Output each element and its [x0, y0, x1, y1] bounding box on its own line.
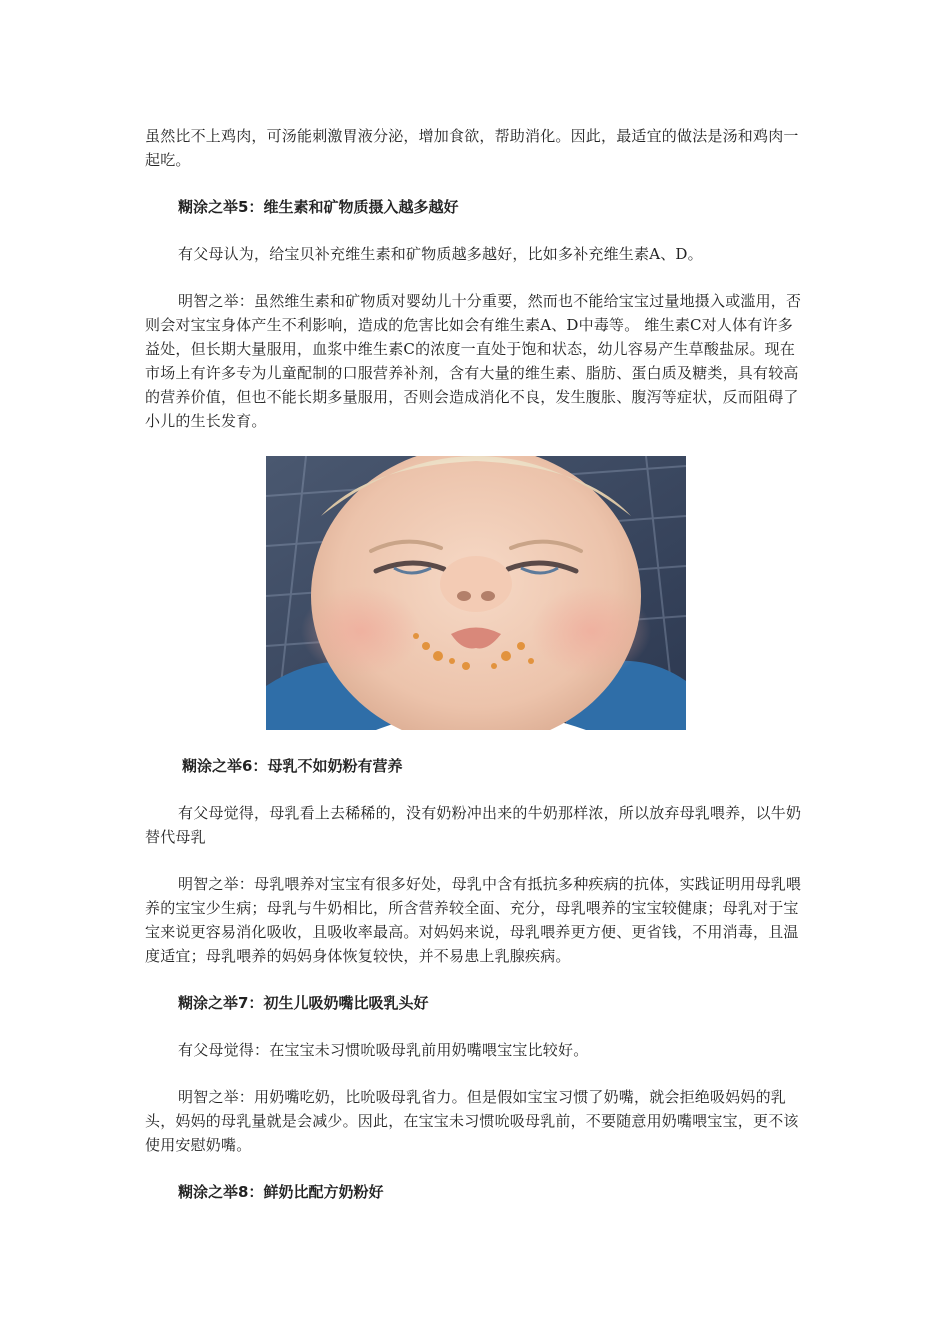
heading-mistake-8: 糊涂之举8：鲜奶比配方奶粉好	[178, 1183, 384, 1201]
paragraph-mistake-7-advice: 明智之举：用奶嘴吃奶，比吮吸母乳省力。但是假如宝宝习惯了奶嘴，就会拒绝吸妈妈的乳头，妈妈的母乳量就是会减少。因此，在宝宝未习惯吮吸母乳前，不要随意用奶嘴喂宝宝，更不该使用安慰奶嘴。	[145, 1088, 799, 1154]
paragraph-mistake-5-advice: 明智之举：虽然维生素和矿物质对婴幼儿十分重要，然而也不能给宝宝过量地摄入或滥用，否则会对宝宝身体产生不利影响，造成的危害比如会有维生素A、D中毒等。 维生素C对人体有许多益处，但长期大量服用，血浆中维生素C的浓度一直处于饱和状态，幼儿容易产生草酸盐尿。现在市场上有许多专为儿童配制的口服营养补剂，含有大量的维生素、脂肪、蛋白质及糖类，具有较高的营养价值，但也不能长期多量服用，否则会造成消化不良，发生腹胀、腹泻等症状，反而阻碍了小儿的生长发育。	[145, 292, 802, 430]
heading-mistake-7: 糊涂之举7：初生儿吸奶嘴比吸乳头好	[178, 994, 429, 1012]
paragraph-mistake-5-claim: 有父母认为，给宝贝补充维生素和矿物质越多越好，比如多补充维生素A、D。	[178, 245, 703, 263]
paragraph-mistake-7-claim: 有父母觉得：在宝宝未习惯吮吸母乳前用奶嘴喂宝宝比较好。	[178, 1041, 589, 1059]
baby-face-photo	[266, 456, 686, 730]
document-body	[145, 124, 807, 1227]
heading-mistake-6: 糊涂之举6：母乳不如奶粉有营养	[182, 757, 403, 775]
baby-photo-container	[145, 456, 807, 730]
paragraph-intro: 虽然比不上鸡肉，可汤能刺激胃液分泌，增加食欲，帮助消化。因此，最适宜的做法是汤和鸡肉一起吃。	[145, 127, 799, 169]
paragraph-mistake-6-advice: 明智之举：母乳喂养对宝宝有很多好处，母乳中含有抵抗多种疾病的抗体，实践证明用母乳喂养的宝宝少生病；母乳与牛奶相比，所含营养较全面、充分，母乳喂养的宝宝较健康；母乳对于宝宝来说更容易消化吸收，且吸收率最高。对妈妈来说，母乳喂养更方便、更省钱，不用消毒，且温度适宜；母乳喂养的妈妈身体恢复较快，并不易患上乳腺疾病。	[145, 875, 802, 965]
heading-mistake-5: 糊涂之举5：维生素和矿物质摄入越多越好	[178, 198, 459, 216]
paragraph-mistake-6-claim: 有父母觉得，母乳看上去稀稀的，没有奶粉冲出来的牛奶那样浓，所以放弃母乳喂养，以牛奶替代母乳	[145, 804, 802, 846]
